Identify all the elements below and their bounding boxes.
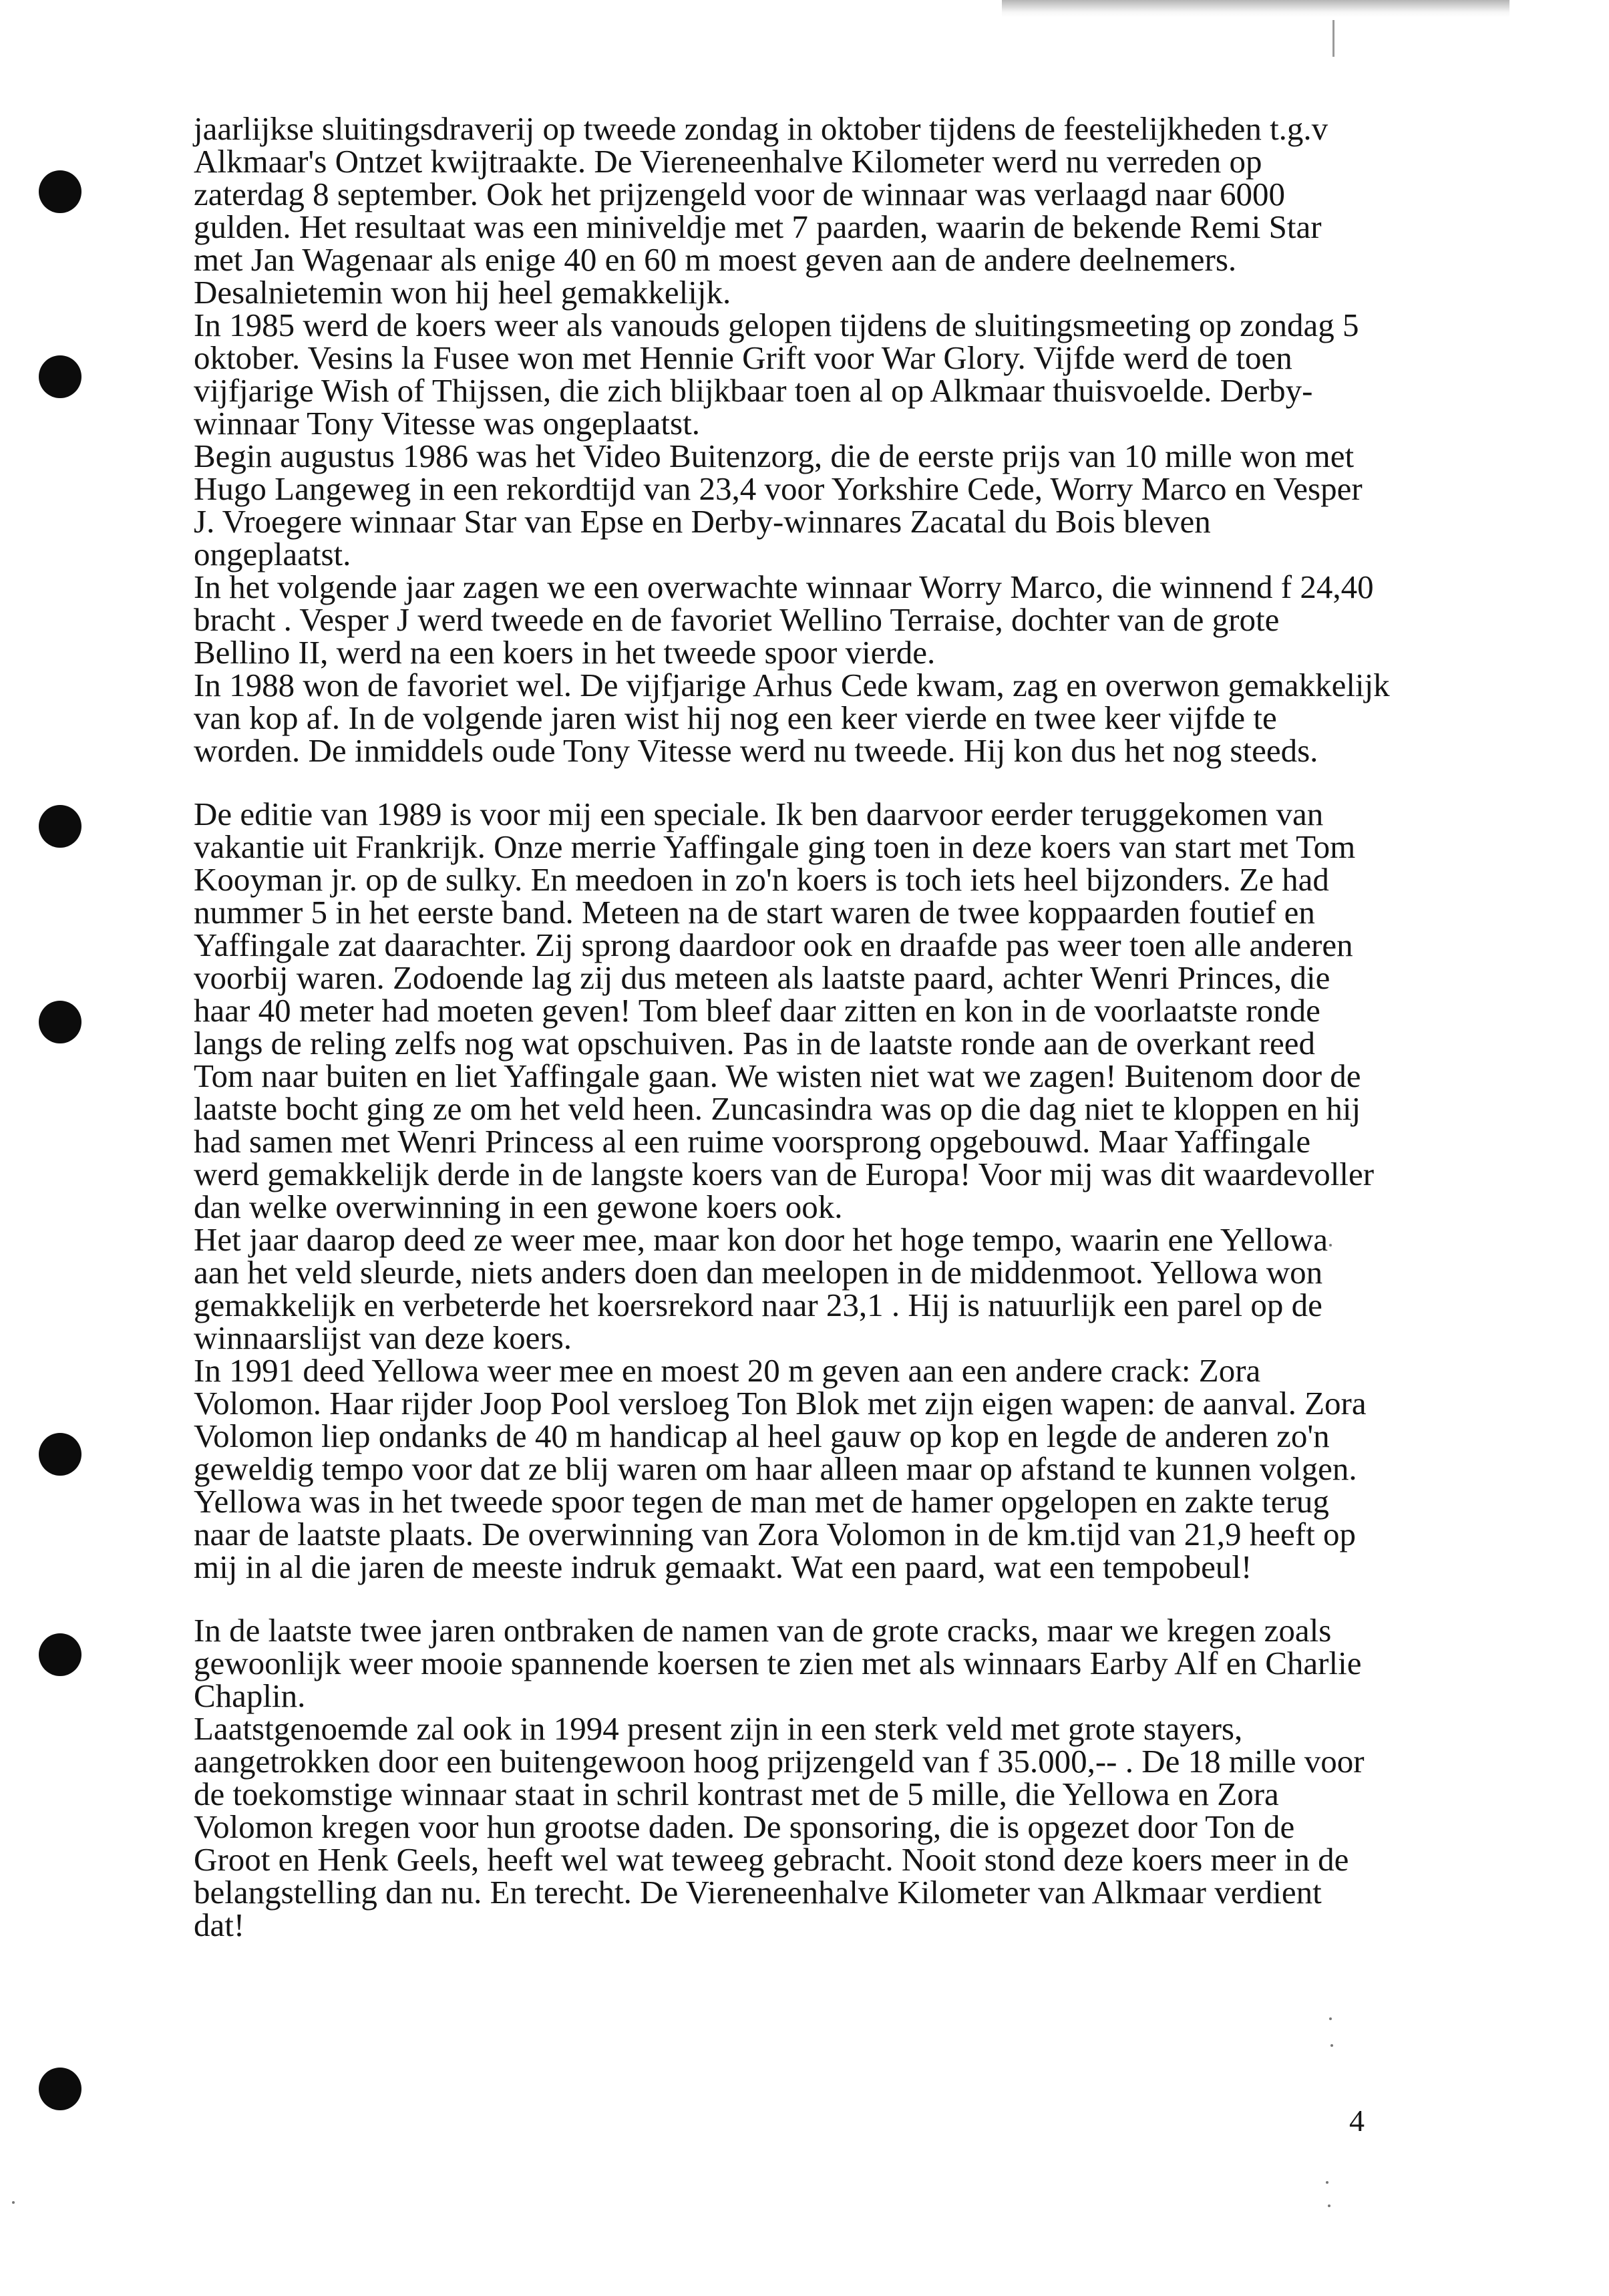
scan-speck: [1329, 2017, 1332, 2020]
text-line: werd gemakkelijk derde in de langste koers van de Europa! Voor mij was dit waardevoller: [194, 1156, 1375, 1192]
text-line: gemakkelijk en verbeterde het koersrekord naar 23,1 . Hij is natuurlijk een parel op de: [194, 1287, 1322, 1323]
text-line: van kop af. In de volgende jaren wist hij nog een keer vierde en twee keer vijfde te: [194, 699, 1277, 736]
text-line: In de laatste twee jaren ontbraken de namen van de grote cracks, maar we kregen zoals: [194, 1612, 1332, 1649]
text-line: Begin augustus 1986 was het Video Buitenzorg, die de eerste prijs van 10 mille won met: [194, 438, 1355, 474]
paragraph-gap: [194, 767, 1503, 798]
text-line: Volomon kregen voor hun grootse daden. De sponsoring, die is opgezet door Ton de: [194, 1808, 1295, 1845]
punch-hole: [39, 1433, 81, 1476]
text-line: had samen met Wenri Princess al een ruime voorsprong opgebouwd. Maar Yaffingale: [194, 1123, 1311, 1160]
paragraph: [194, 1223, 1503, 1354]
text-line: aangetrokken door een buitengewoon hoog prijzengeld van f 35.000,-- . De 18 mille voor: [194, 1743, 1365, 1780]
punch-hole: [39, 170, 81, 213]
text-line: gewoonlijk weer mooie spannende koersen te zien met als winnaars Earby Alf en Charlie: [194, 1645, 1362, 1681]
text-line: worden. De inmiddels oude Tony Vitesse werd nu tweede. Hij kon dus het nog steeds.: [194, 732, 1318, 769]
text-line: Yaffingale zat daarachter. Zij sprong daardoor ook en draafde pas weer toen alle anderen: [194, 927, 1353, 963]
paragraph: [194, 798, 1503, 1223]
paragraph: [194, 570, 1503, 669]
text-line: laatste bocht ging ze om het veld heen. Zuncasindra was op die dag niet te kloppen en hij: [194, 1090, 1361, 1127]
text-line: Yellowa was in het tweede spoor tegen de man met de hamer opgelopen en zakte terug: [194, 1483, 1329, 1520]
scan-speck: [1326, 2181, 1328, 2184]
article-body: [194, 112, 1503, 1941]
punch-hole: [39, 1633, 81, 1676]
scan-speck: [1328, 2204, 1330, 2207]
text-line: Desalnietemin won hij heel gemakkelijk.: [194, 274, 731, 311]
paragraph-gap: [194, 1583, 1503, 1614]
text-line: J. Vroegere winnaar Star van Epse en Derby-winnares Zacatal du Bois bleven: [194, 503, 1211, 540]
text-line: dat!: [194, 1907, 245, 1943]
text-line: belangstelling dan nu. En terecht. De Viereneenhalve Kilometer van Alkmaar verdient: [194, 1874, 1322, 1911]
text-line: Laatstgenoemde zal ook in 1994 present zijn in een sterk veld met grote stayers,: [194, 1710, 1243, 1747]
scan-edge-shadow: [1002, 0, 1509, 17]
text-line: aan het veld sleurde, niets anders doen dan meelopen in de middenmoot. Yellowa won: [194, 1254, 1323, 1291]
punch-hole: [39, 355, 81, 398]
text-line: bracht . Vesper J werd tweede en de favoriet Wellino Terraise, dochter van de grote: [194, 601, 1280, 638]
text-line: zaterdag 8 september. Ook het prijzengeld voor de winnaar was verlaagd naar 6000: [194, 176, 1286, 212]
text-line: met Jan Wagenaar als enige 40 en 60 m moest geven aan de andere deelnemers.: [194, 241, 1237, 278]
text-line: In 1988 won de favoriet wel. De vijfjarige Arhus Cede kwam, zag en overwon gemakkelijk: [194, 667, 1390, 703]
text-line: Alkmaar's Ontzet kwijtraakte. De Viereneenhalve Kilometer werd nu verreden op: [194, 143, 1262, 180]
text-line: Volomon. Haar rijder Joop Pool versloeg Ton Blok met zijn eigen wapen: de aanval. Zora: [194, 1385, 1367, 1422]
text-line: vakantie uit Frankrijk. Onze merrie Yaffingale ging toen in deze koers van start met Tom: [194, 828, 1356, 865]
page-number: 4: [1349, 2104, 1365, 2138]
punch-hole: [39, 805, 81, 848]
paragraph: [194, 1712, 1503, 1941]
text-line: Het jaar daarop deed ze weer mee, maar kon door het hoge tempo, waarin ene Yellowa: [194, 1221, 1328, 1258]
text-line: voorbij waren. Zodoende lag zij dus meteen als laatste paard, achter Wenri Princes, die: [194, 959, 1330, 996]
scan-speck: [1330, 2044, 1333, 2047]
text-line: gulden. Het resultaat was een miniveldje met 7 paarden, waarin de bekende Remi Star: [194, 208, 1322, 245]
text-line: In 1991 deed Yellowa weer mee en moest 20 m geven aan een andere crack: Zora: [194, 1352, 1261, 1389]
text-line: De editie van 1989 is voor mij een speciale. Ik ben daarvoor eerder teruggekomen van: [194, 796, 1324, 832]
punch-hole: [39, 2068, 81, 2110]
paragraph: [194, 440, 1503, 570]
text-line: langs de reling zelfs nog wat opschuiven. Pas in de laatste ronde aan de overkant reed: [194, 1025, 1316, 1061]
text-line: geweldig tempo voor dat ze blij waren om haar alleen maar op afstand te kunnen volgen.: [194, 1450, 1357, 1487]
text-line: Tom naar buiten en liet Yaffingale gaan. We wisten niet wat we zagen! Buitenom door de: [194, 1057, 1361, 1094]
text-line: de toekomstige winnaar staat in schril kontrast met de 5 mille, die Yellowa en Zora: [194, 1776, 1279, 1812]
paragraph: [194, 112, 1503, 309]
text-line: Volomon liep ondanks de 40 m handicap al heel gauw op kop en legde de anderen zo'n: [194, 1418, 1330, 1454]
text-line: ongeplaatst.: [194, 536, 351, 572]
paragraph: [194, 309, 1503, 440]
paragraph: [194, 1354, 1503, 1583]
text-line: vijfjarige Wish of Thijssen, die zich blijkbaar toen al op Alkmaar thuisvoelde. Derby-: [194, 372, 1313, 409]
text-line: naar de laatste plaats. De overwinning van Zora Volomon in de km.tijd van 21,9 heeft op: [194, 1516, 1356, 1552]
scan-mark: [1332, 20, 1334, 57]
text-line: Chaplin.: [194, 1677, 306, 1714]
scan-speck: [12, 2201, 15, 2204]
text-line: jaarlijkse sluitingsdraverij op tweede zondag in oktober tijdens de feestelijkheden t.g.v: [194, 110, 1328, 147]
paragraph: [194, 1614, 1503, 1712]
text-line: mij in al die jaren de meeste indruk gemaakt. Wat een paard, wat een tempobeul!: [194, 1548, 1252, 1585]
text-line: winnaarslijst van deze koers.: [194, 1319, 572, 1356]
text-line: Hugo Langeweg in een rekordtijd van 23,4 voor Yorkshire Cede, Worry Marco en Vesper: [194, 470, 1363, 507]
text-line: haar 40 meter had moeten geven! Tom bleef daar zitten en kon in de voorlaatste ronde: [194, 992, 1320, 1029]
punch-hole: [39, 1001, 81, 1043]
text-line: oktober. Vesins la Fusee won met Hennie Grift voor War Glory. Vijfde werd de toen: [194, 339, 1292, 376]
text-line: nummer 5 in het eerste band. Meteen na de start waren de twee koppaarden foutief en: [194, 894, 1315, 931]
text-line: winnaar Tony Vitesse was ongeplaatst.: [194, 405, 700, 442]
text-line: In het volgende jaar zagen we een overwachte winnaar Worry Marco, die winnend f 24,40: [194, 568, 1374, 605]
text-line: Kooyman jr. op de sulky. En meedoen in zo'n koers is toch iets heel bijzonders. Ze had: [194, 861, 1329, 898]
paragraph: [194, 669, 1503, 767]
text-line: In 1985 werd de koers weer als vanouds gelopen tijdens de sluitingsmeeting op zondag 5: [194, 307, 1359, 343]
text-line: Bellino II, werd na een koers in het tweede spoor vierde.: [194, 634, 936, 671]
text-line: Groot en Henk Geels, heeft wel wat teweeg gebracht. Nooit stond deze koers meer in de: [194, 1841, 1349, 1878]
text-line: dan welke overwinning in een gewone koers ook.: [194, 1188, 843, 1225]
